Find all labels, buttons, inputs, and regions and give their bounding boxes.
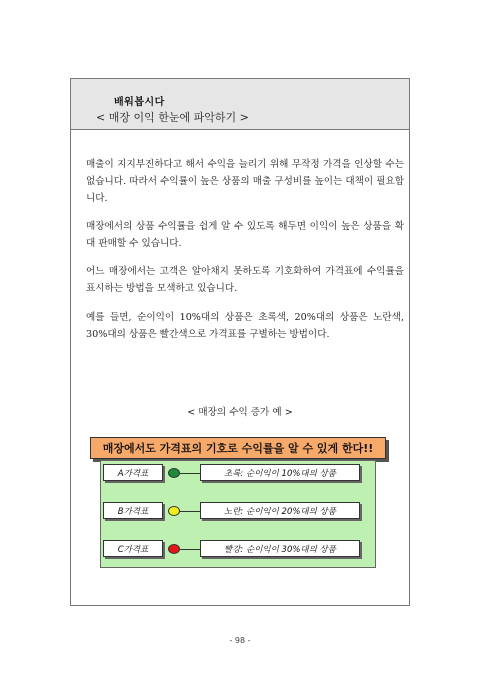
price-tag-c: C가격표	[103, 540, 163, 557]
example-title: < 매장의 수익 증가 예 >	[187, 407, 293, 418]
price-tag-a-meaning: 초록: 순이익이 10%대의 상품	[200, 464, 360, 481]
dot-b	[168, 506, 180, 516]
price-tag-b: B가격표	[103, 502, 163, 519]
price-tag-a: A가격표	[103, 464, 163, 481]
connector-a	[178, 473, 202, 474]
paragraph-1: 매출이 지지부진하다고 해서 수익을 늘리기 위해 무작정 가격을 인상할 수는 없습니다. 따라서 수익률이 높은 상품의 매출 구성비를 높이는 대책이 필요합니다.	[86, 159, 404, 204]
dot-a	[168, 468, 180, 478]
price-tag-b-meaning: 노란: 순이익이 20%대의 상품	[200, 502, 360, 519]
banner-text: 매장에서도 가격표의 기호로 수익률을 알 수 있게 한다!!	[102, 442, 374, 455]
banner	[90, 437, 386, 459]
paragraph-3: 어느 매장에서는 고객은 알아채지 못하도록 기호화하여 가격표에 수익률을 표시하는 방법을 모색하고 있습니다.	[86, 266, 404, 294]
section-badge: 배워봅시다	[114, 97, 165, 108]
connector-c	[178, 549, 202, 550]
connector-b	[178, 511, 202, 512]
dot-c	[168, 544, 180, 554]
section-subtitle: < 매장 이익 한눈에 파악하기 >	[96, 111, 249, 124]
paragraph-4: 예를 들면, 순이익이 10%대의 상품은 초록색, 20%대의 상품은 노란색, 30%대의 상품은 빨간색으로 가격표를 구별하는 방법이다.	[86, 312, 404, 340]
price-tag-c-meaning: 빨강: 순이익이 30%대의 상품	[200, 540, 360, 557]
page-number: - 98 -	[229, 636, 251, 645]
paragraph-2: 매장에서의 상품 수익률을 쉽게 알 수 있도록 해두면 이익이 높은 상품을 확대 판매할 수 있습니다.	[86, 221, 404, 249]
